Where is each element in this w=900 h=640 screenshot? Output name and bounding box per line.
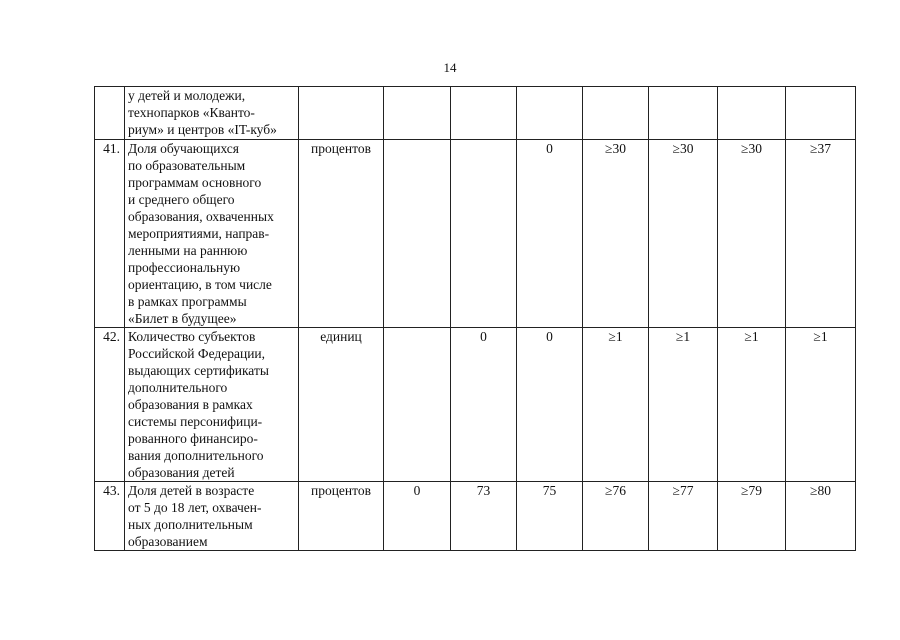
value-cell — [451, 140, 517, 328]
value-cell: 75 — [517, 482, 583, 551]
indicator-name: Количество субъектов Российской Федерации, выдающих сертификаты дополнительного образования в рамках системы персонифици- рованного финансиро- вания дополнительного образования детей — [125, 328, 299, 482]
value-cell: ≥76 — [583, 482, 649, 551]
value-cell — [384, 87, 451, 140]
value-cell — [786, 87, 856, 140]
value-cell: ≥80 — [786, 482, 856, 551]
value-cell — [384, 140, 451, 328]
value-cell — [384, 328, 451, 482]
unit-cell: процентов — [299, 482, 384, 551]
indicator-name: Доля детей в возрасте от 5 до 18 лет, охвачен- ных дополнительным образованием — [125, 482, 299, 551]
value-cell: ≥30 — [583, 140, 649, 328]
value-cell: 0 — [451, 328, 517, 482]
value-cell: 0 — [384, 482, 451, 551]
value-cell: ≥77 — [649, 482, 718, 551]
value-cell: 0 — [517, 140, 583, 328]
indicators-table — [94, 86, 856, 551]
page-number: 14 — [443, 60, 457, 75]
table-row — [95, 482, 856, 551]
value-cell: ≥30 — [649, 140, 718, 328]
value-cell — [517, 87, 583, 140]
value-cell — [649, 87, 718, 140]
table-row — [95, 328, 856, 482]
value-cell: 0 — [517, 328, 583, 482]
row-number: 43. — [95, 482, 125, 551]
value-cell: ≥1 — [583, 328, 649, 482]
value-cell: ≥1 — [718, 328, 786, 482]
value-cell: ≥1 — [786, 328, 856, 482]
unit-cell: процентов — [299, 140, 384, 328]
table-row — [95, 87, 856, 140]
unit-cell: единиц — [299, 328, 384, 482]
row-number — [95, 87, 125, 140]
table-row — [95, 140, 856, 328]
value-cell: ≥79 — [718, 482, 786, 551]
value-cell — [718, 87, 786, 140]
row-number: 42. — [95, 328, 125, 482]
unit-cell — [299, 87, 384, 140]
value-cell: ≥1 — [649, 328, 718, 482]
value-cell: 73 — [451, 482, 517, 551]
value-cell: ≥30 — [718, 140, 786, 328]
value-cell — [583, 87, 649, 140]
indicator-name: Доля обучающихся по образовательным программам основного и среднего общего образования, охваченных мероприятиями, направ- ленными на раннюю профессиональную ориентацию, в том числе в рамках программы «Билет в будущее» — [125, 140, 299, 328]
indicator-name: у детей и молодежи, технопарков «Кванто- риум» и центров «IT-куб» — [125, 87, 299, 140]
row-number: 41. — [95, 140, 125, 328]
value-cell — [451, 87, 517, 140]
value-cell: ≥37 — [786, 140, 856, 328]
